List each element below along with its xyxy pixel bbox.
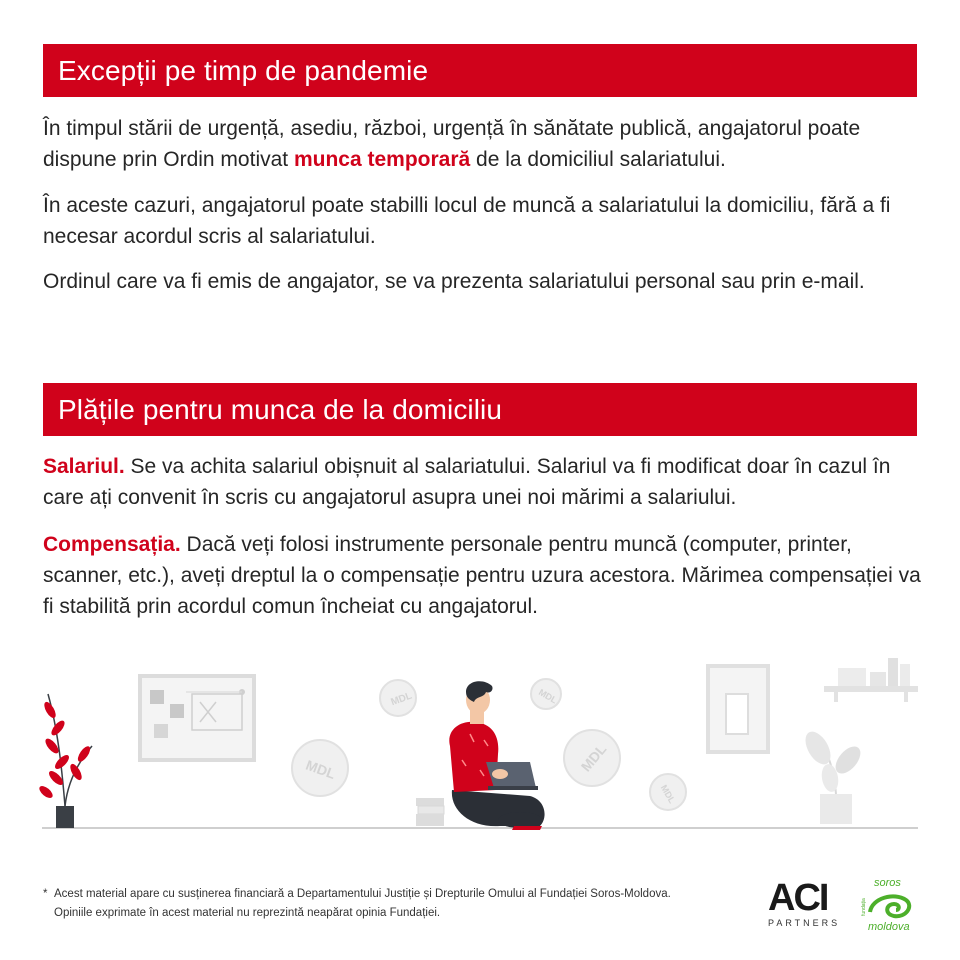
svg-text:MDL: MDL <box>658 783 678 805</box>
footnote-text: Acest material apare cu susținerea financiară a Departamentului Justiție și Drepturile Omului al Fundației Soros-Moldova. Opiniile exprimate în acest material nu reprezintă neapărat opinia Fundației. <box>54 888 671 919</box>
footnote-star: * <box>43 888 48 900</box>
paragraph-text: În timpul stării de urgență, asediu, război, urgență în sănătate publică, angajatorul poate dispune prin Ordin motivat <box>43 117 861 171</box>
person-with-laptop-icon <box>449 681 544 830</box>
whiteboard-icon <box>140 676 254 760</box>
salary-text: Se va achita salariul obișnuit al salariatului. Salariul va fi modificat doar în cazul în care ați convenit în scris cu angajatorul asupra unei noi mărimi a salariului. <box>43 455 891 509</box>
section-title-text: Plățile pentru munca de la domiciliu <box>58 393 503 425</box>
compensation-label: Compensația. <box>43 533 181 556</box>
svg-text:MDL: MDL <box>577 740 610 775</box>
books-icon <box>416 798 444 826</box>
soros-bottom-label: moldova <box>868 921 910 933</box>
aci-partners-logo <box>768 878 840 932</box>
section-title-pandemic-exceptions <box>43 44 917 97</box>
soros-top-label: soros <box>874 877 901 889</box>
aci-logo-text: ACI <box>768 877 828 919</box>
paragraph-text-end: de la domiciliul salariatului. <box>470 148 726 171</box>
soros-side-label: fundația <box>861 898 867 916</box>
paragraph-temporary-work <box>43 113 923 175</box>
aci-partners-label: PARTNERS <box>768 918 841 928</box>
section-title-home-work-payments <box>43 383 917 436</box>
svg-text:MDL: MDL <box>389 690 414 709</box>
svg-text:MDL: MDL <box>303 756 338 783</box>
footnote <box>43 885 683 923</box>
paragraph-compensation <box>43 529 923 622</box>
soros-swirl-icon <box>870 896 909 916</box>
grey-plant-icon <box>800 727 865 824</box>
red-plant-icon <box>37 694 92 828</box>
section-title-text: Excepții pe timp de pandemie <box>58 54 429 86</box>
compensation-text: Dacă veți folosi instrumente personale pentru muncă (computer, printer, scanner, etc.), aveți dreptul la o compensație pentru uzura acestora. Mărimea compensației va fi stabilită prin acordul comun încheiat cu angajatorul. <box>43 533 921 618</box>
paragraph-order-delivery: Ordinul care va fi emis de angajator, se va prezenta salariatului personal sau prin e-mail. <box>43 270 865 293</box>
soros-moldova-logo <box>860 876 922 934</box>
paragraph-workplace-home: În aceste cazuri, angajatorul poate stabilli locul de muncă a salariatului la domiciliu, fără a fi necesar acordul scris al salariatului. <box>43 194 891 248</box>
paragraph-salary <box>43 451 923 513</box>
shelf-icon <box>824 658 918 702</box>
door-icon <box>708 666 768 752</box>
highlight-temporary-work: munca temporară <box>293 148 471 171</box>
remote-work-illustration <box>0 650 960 850</box>
svg-text:MDL: MDL <box>536 687 559 706</box>
salary-label: Salariul. <box>43 455 125 478</box>
